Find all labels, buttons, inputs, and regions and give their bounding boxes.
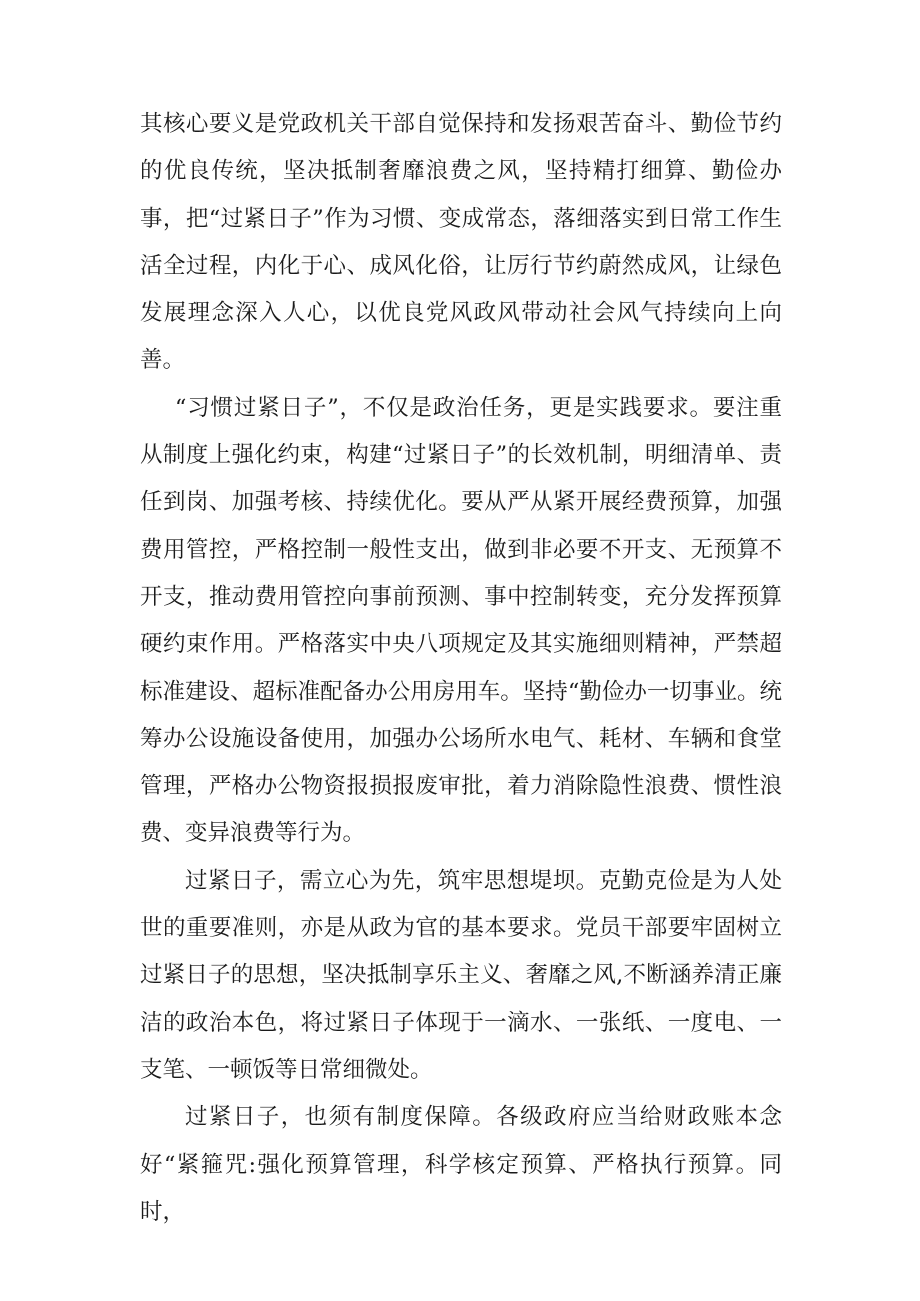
paragraph-3: 过紧日子，需立心为先，筑牢思想堤坝。克勤克俭是为人处世的重要准则，亦是从政为官的基本要求。党员干部要牢固树立过紧日子的思想，坚决抵制享乐主义、奢靡之风,不断涵养清正廉洁的政治本色，将过紧日子体现于一滴水、一张纸、一度电、一支笔、一顿饭等日常细微处。 bbox=[140, 867, 782, 1083]
paragraph-1: 其核心要义是党政机关干部自觉保持和发扬艰苦奋斗、勤俭节约的优良传统，坚决抵制奢靡浪费之风，坚持精打细算、勤俭办事，把“过紧日子”作为习惯、变成常态，落细落实到日常工作生活全过程，内化于心、成风化俗，让厉行节约蔚然成风，让绿色发展理念深入人心，以优良党风政风带动社会风气持续向上向善。 bbox=[140, 111, 782, 374]
paragraph-4: 过紧日子，也须有制度保障。各级政府应当给财政账本念好“紧箍咒:强化预算管理，科学核定预算、严格执行预算。同时， bbox=[140, 1104, 782, 1225]
paragraph-2: “习惯过紧日子”，不仅是政治任务，更是实践要求。要注重从制度上强化约束，构建“过紧日子”的长效机制，明细清单、责任到岗、加强考核、持续优化。要从严从紧开展经费预算，加强费用管控，严格控制一般性支出，做到非必要不开支、无预算不开支，推动费用管控向事前预测、事中控制转变，充分发挥预算硬约束作用。严格落实中央八项规定及其实施细则精神，严禁超标准建设、超标准配备办公用房用车。坚持“勤俭办一切事业。统筹办公设施设备使用，加强办公场所水电气、耗材、车辆和食堂管理，严格办公物资报损报废审批，着力消除隐性浪费、惯性浪费、变异浪费等行为。 bbox=[140, 394, 782, 847]
document-page bbox=[140, 101, 782, 1236]
